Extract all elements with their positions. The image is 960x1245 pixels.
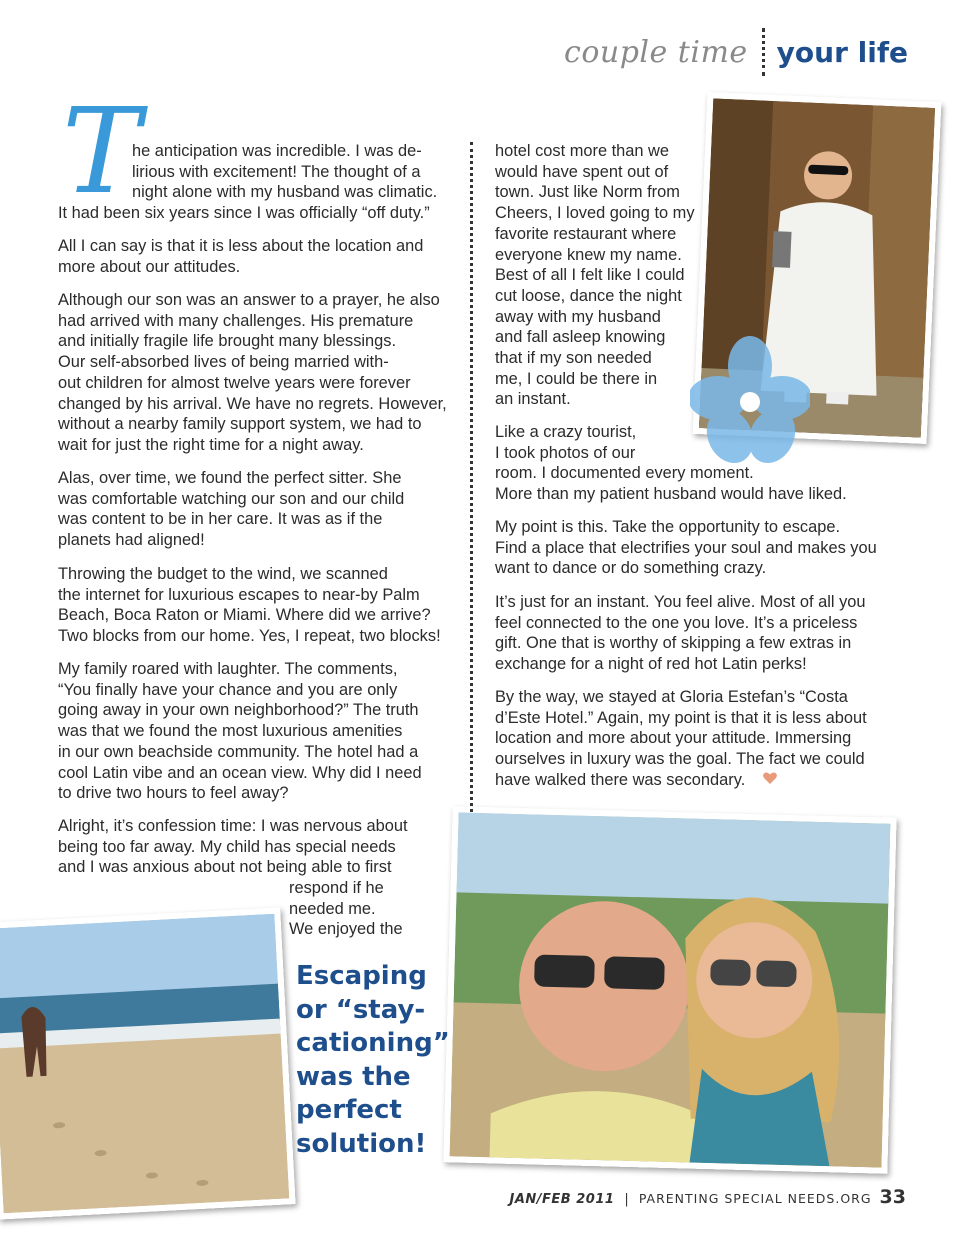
column-divider	[470, 142, 473, 812]
left-paragraph-5: Throwing the budget to the wind, we scanned the internet for luxurious escapes to near-by Palm Beach, Boca Raton or Miami. Where did we arrive? Two blocks from our home. Yes, I repeat, two blocks!	[58, 565, 441, 646]
drop-cap: T	[62, 82, 141, 220]
page-number: 33	[879, 1186, 906, 1208]
photo-beach-man	[0, 907, 296, 1219]
left-paragraph-4: Alas, over time, we found the perfect sitter. She was comfortable watching our son and our child was content to be in her care. It was as if the planets had aligned!	[58, 469, 405, 550]
section-title: couple time	[564, 34, 748, 70]
right-paragraph-2: Like a crazy tourist, I took photos of our room. I documented every moment. More than my patient husband would have liked.	[495, 423, 847, 504]
footer-separator: |	[624, 1192, 629, 1207]
page-footer	[510, 1186, 906, 1208]
left-paragraph-1: he anticipation was incredible. I was de- lirious with excitement! The thought of a night alone with my husband was climatic.	[132, 142, 438, 202]
left-paragraph-6: My family roared with laughter. The comments, “You finally have your chance and you are only going away in your own neighborhood?” The truth was that we found the most luxurious amenities in our own beachside community. The hotel had a cool Latin vibe and an ocean view. Why did I need to drive two hours to feel away?	[58, 660, 422, 803]
left-paragraph-3: Although our son was an answer to a prayer, he also had arrived with many challenges. His premature and initially fragile life brought many blessings. Our self-absorbed lives of being married with- out children for almost twelve years were forever changed by his arrival. We have no regrets. However, without a nearby family support system, we had to wait for just the right time for a night away.	[58, 291, 447, 454]
left-paragraph-2: All I can say is that it is less about the location and more about our attitudes.	[58, 237, 424, 276]
publication-site: PARENTING SPECIAL NEEDS.ORG	[638, 1191, 872, 1206]
left-paragraph-7-wrap: respond if he needed me. We enjoyed the	[289, 879, 403, 939]
subsection-title: your life	[776, 35, 908, 69]
right-paragraph-4: It’s just for an instant. You feel alive. Most of all you feel connected to the one you love. It’s a priceless gift. One that is worthy of skipping a few extras in exchange for a night of red hot Latin perks!	[495, 593, 866, 674]
pull-quote: Escaping or “stay- cationing” was the perfect solution!	[296, 961, 450, 1159]
beach-photo-art	[0, 914, 289, 1214]
issue-date: JAN/FEB 2011	[509, 1192, 615, 1207]
right-paragraph-3: My point is this. Take the opportunity to escape. Find a place that electrifies your soul and makes you want to dance or do something crazy.	[495, 518, 877, 578]
header-divider	[762, 28, 765, 76]
left-paragraph-1-end: It had been six years since I was officially “off duty.”	[58, 204, 430, 222]
page-header	[564, 26, 908, 78]
right-paragraph-5: By the way, we stayed at Gloria Estefan’s “Costa d’Este Hotel.” Again, my point is that it is less about location and more about your attitude. Immersing ourselves in luxury was the goal. The fact we could have walked there was secondary.	[495, 688, 867, 789]
photo-couple-selfie	[443, 806, 896, 1174]
heart-icon	[762, 770, 778, 786]
right-paragraph-1: hotel cost more than we would have spent out of town. Just like Norm from Cheers, I loved going to my favorite restaurant where everyone knew my name. Best of all I felt like I could cut loose, dance the night away with my husband and fall asleep knowing that if my son needed me, I could be there in an instant.	[495, 142, 695, 409]
couple-photo-art	[450, 812, 891, 1167]
left-paragraph-7: Alright, it’s confession time: I was nervous about being too far away. My child has special needs and I was anxious about not being able to first	[58, 817, 408, 877]
